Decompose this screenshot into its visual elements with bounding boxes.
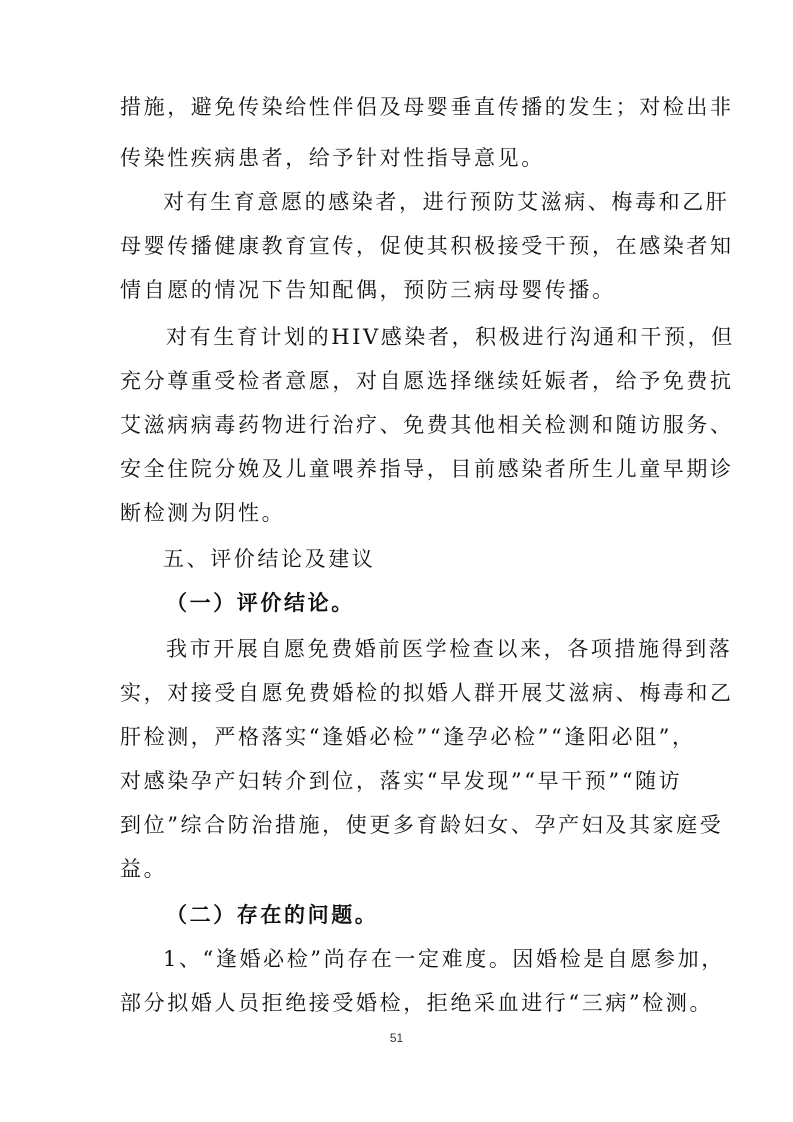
paragraph-line: 传染性疾病患者，给予针对性指导意见。 — [120, 146, 545, 170]
paragraph-line: 措施，避免传染给性伴侣及母婴垂直传播的发生；对检出非 — [120, 95, 734, 119]
paragraph-line: 对有生育意愿的感染者，进行预防艾滋病、梅毒和乙肝 — [163, 190, 730, 214]
paragraph-line: 1、“逢婚必检”尚存在一定难度。因婚检是自愿参加， — [163, 947, 725, 971]
paragraph-line: 到位”综合防治措施，使更多育龄妇女、孕产妇及其家庭受 — [120, 813, 724, 837]
paragraph-line: 对有生育计划的HIV感染者，积极进行沟通和干预，但 — [166, 325, 735, 349]
subsection-heading: （二）存在的问题。 — [166, 903, 379, 927]
paragraph-line: 肝检测，严格落实“逢婚必检”“逢孕必检”“逢阳必阻”， — [120, 725, 696, 749]
paragraph-line: 充分尊重受检者意愿，对自愿选择继续妊娠者，给予免费抗 — [120, 369, 734, 393]
paragraph-line: 益。 — [120, 857, 168, 881]
paragraph-line: 断检测为阴性。 — [120, 501, 286, 525]
section-heading: 五、评价结论及建议 — [163, 547, 376, 571]
paragraph-line: 艾滋病病毒药物进行治疗、免费其他相关检测和随访服务、 — [120, 413, 734, 437]
paragraph-line: 情自愿的情况下告知配偶，预防三病母婴传播。 — [120, 278, 616, 302]
paragraph-line: 实，对接受自愿免费婚检的拟婚人群开展艾滋病、梅毒和乙 — [120, 681, 734, 705]
page-number: 51 — [389, 1031, 404, 1045]
paragraph-line: 母婴传播健康教育宣传，促使其积极接受干预，在感染者知 — [120, 234, 734, 258]
paragraph-line: 部分拟婚人员拒绝接受婚检，拒绝采血进行“三病”检测。 — [120, 991, 714, 1015]
subsection-heading: （一）评价结论。 — [166, 591, 355, 615]
paragraph-line: 我市开展自愿免费婚前医学检查以来，各项措施得到落 — [166, 637, 733, 661]
paragraph-line: 安全住院分娩及儿童喂养指导，目前感染者所生儿童早期诊 — [120, 457, 734, 481]
paragraph-line: 对感染孕产妇转介到位，落实“早发现”“早干预”“随访 — [120, 769, 683, 793]
